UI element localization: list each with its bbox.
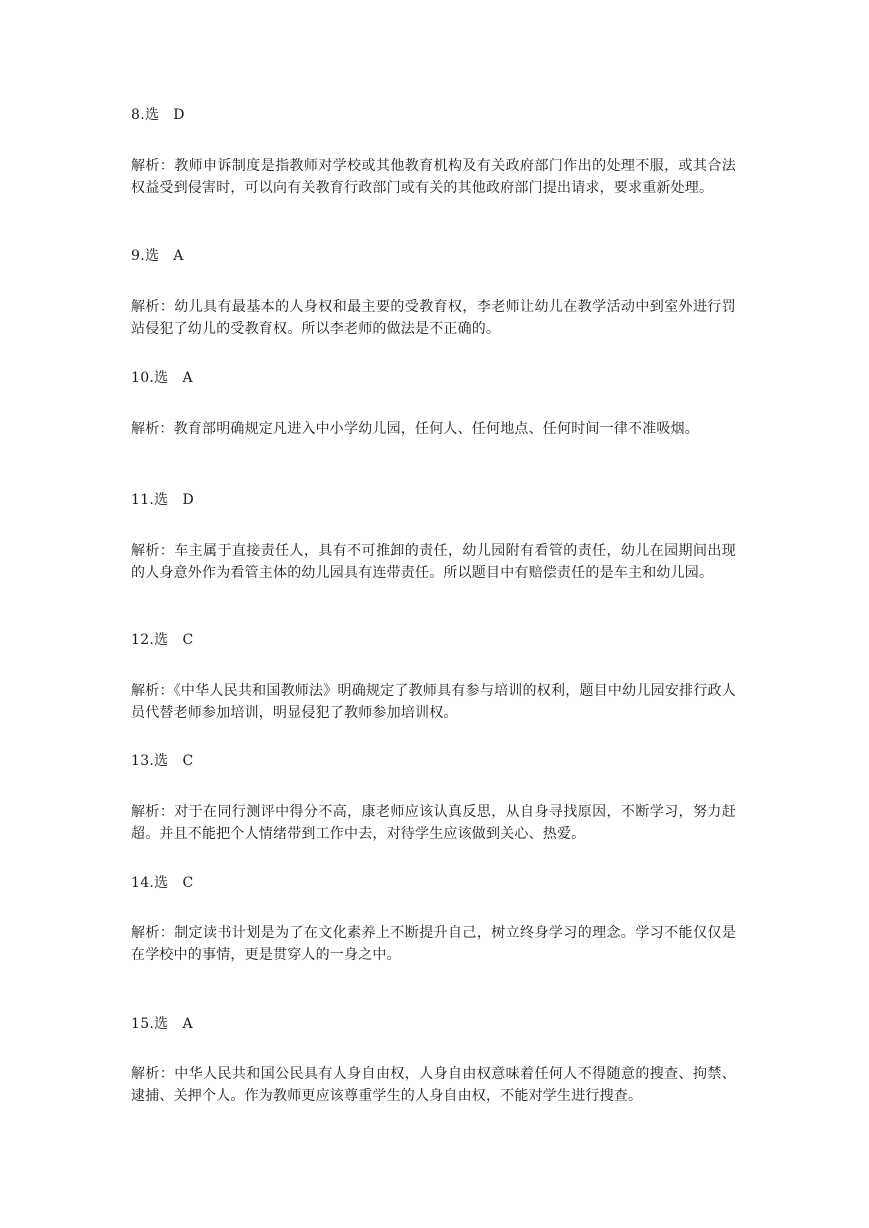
explanation-8 bbox=[131, 155, 736, 199]
answer-letter: A bbox=[182, 370, 193, 386]
answer-letter: A bbox=[182, 1016, 193, 1032]
explanation-text: 对于在同行测评中得分不高，康老师应该认真反思，从自身寻找原因，不断学习，努力赶超。并且不能把个人情绪带到工作中去，对待学生应该做到关心、热爱。 bbox=[131, 804, 736, 842]
explanation-prefix: 解析： bbox=[131, 1066, 175, 1082]
answer-letter: C bbox=[182, 875, 194, 891]
explanation-prefix: 解析： bbox=[131, 683, 174, 699]
answer-line-14 bbox=[131, 874, 193, 892]
answer-letter: C bbox=[182, 632, 194, 648]
answer-line-15 bbox=[131, 1015, 193, 1033]
answer-letter: D bbox=[182, 492, 194, 508]
question-number: 15.选 bbox=[131, 1016, 169, 1032]
answer-line-13 bbox=[131, 752, 193, 770]
question-number: 14.选 bbox=[131, 875, 169, 891]
answer-line-11 bbox=[131, 491, 194, 509]
explanation-prefix: 解析： bbox=[131, 158, 175, 174]
answer-line-8 bbox=[131, 106, 185, 124]
explanation-text: 中华人民共和国公民具有人身自由权，人身自由权意味着任何人不得随意的搜查、拘禁、逮捕、关押个人。作为教师更应该尊重学生的人身自由权，不能对学生进行搜查。 bbox=[131, 1066, 736, 1104]
explanation-14 bbox=[131, 922, 736, 966]
answer-line-10 bbox=[131, 369, 193, 387]
explanation-prefix: 解析： bbox=[131, 925, 175, 941]
explanation-10 bbox=[131, 418, 736, 440]
question-number: 12.选 bbox=[131, 632, 169, 648]
explanation-text: 《中华人民共和国教师法》明确规定了教师具有参与培训的权利，题目中幼儿园安排行政人员代替老师参加培训，明显侵犯了教师参加培训权。 bbox=[131, 683, 736, 721]
explanation-15 bbox=[131, 1063, 736, 1107]
explanation-text: 教育部明确规定凡进入中小学幼儿园，任何人、任何地点、任何时间一律不准吸烟。 bbox=[173, 421, 700, 437]
explanation-prefix: 解析： bbox=[131, 299, 175, 315]
answer-line-12 bbox=[131, 631, 193, 649]
explanation-11 bbox=[131, 540, 736, 584]
explanation-text: 车主属于直接责任人，具有不可推卸的责任，幼儿园附有看管的责任，幼儿在园期间出现的人身意外作为看管主体的幼儿园具有连带责任。所以题目中有赔偿责任的是车主和幼儿园。 bbox=[131, 543, 736, 581]
explanation-prefix: 解析： bbox=[131, 543, 175, 559]
explanation-12 bbox=[131, 680, 736, 724]
question-number: 13.选 bbox=[131, 753, 169, 769]
explanation-prefix: 解析： bbox=[131, 421, 174, 437]
explanation-text: 幼儿具有最基本的人身权和最主要的受教育权，李老师让幼儿在教学活动中到室外进行罚站侵犯了幼儿的受教育权。所以李老师的做法是不正确的。 bbox=[131, 299, 736, 337]
question-number: 9.选 bbox=[131, 248, 160, 264]
answer-letter: D bbox=[173, 107, 185, 123]
question-number: 11.选 bbox=[131, 492, 169, 508]
explanation-prefix: 解析： bbox=[131, 804, 175, 820]
answer-letter: A bbox=[173, 248, 184, 264]
question-number: 10.选 bbox=[131, 370, 169, 386]
explanation-13 bbox=[131, 801, 736, 845]
explanation-text: 教师申诉制度是指教师对学校或其他教育机构及有关政府部门作出的处理不服，或其合法权益受到侵害时，可以向有关教育行政部门或有关的其他政府部门提出请求，要求重新处理。 bbox=[131, 158, 736, 196]
explanation-9 bbox=[131, 296, 736, 340]
answer-line-9 bbox=[131, 247, 184, 265]
answer-letter: C bbox=[182, 753, 194, 769]
question-number: 8.选 bbox=[131, 107, 160, 123]
explanation-text: 制定读书计划是为了在文化素养上不断提升自己，树立终身学习的理念。学习不能仅仅是在学校中的事情，更是贯穿人的一身之中。 bbox=[131, 925, 736, 963]
